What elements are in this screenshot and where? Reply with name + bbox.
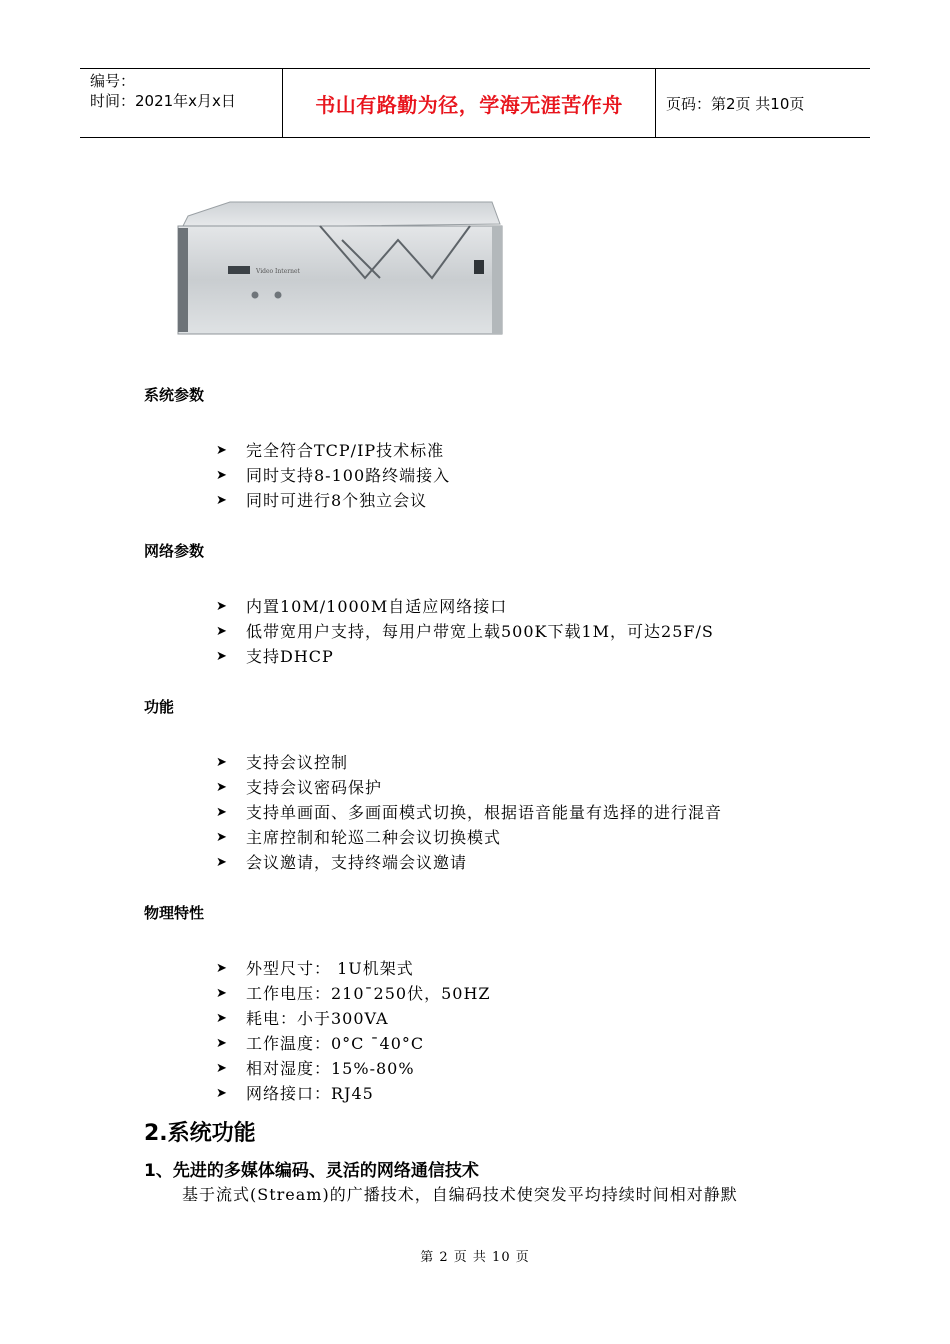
arrow-bullet-icon: ➤	[216, 649, 228, 664]
list-item: ➤ 同时可进行8个独立会议	[216, 488, 450, 513]
header-meta	[80, 69, 282, 137]
page-header	[80, 68, 870, 138]
page-footer: 第 2 页 共 10 页	[420, 1250, 530, 1265]
arrow-bullet-icon: ➤	[216, 755, 228, 770]
arrow-bullet-icon: ➤	[216, 961, 228, 976]
header-page-info: 页码：第2页 共10页	[666, 94, 805, 113]
list-item: ➤ 支持DHCP	[216, 644, 714, 669]
arrow-bullet-icon: ➤	[216, 830, 228, 845]
arrow-bullet-icon: ➤	[216, 1036, 228, 1051]
network-params-list	[216, 594, 714, 669]
list-item: ➤ 工作温度：0°C ¯40°C	[216, 1031, 491, 1056]
list-item: ➤ 主席控制和轮巡二种会议切换模式	[216, 825, 722, 850]
arrow-bullet-icon: ➤	[216, 780, 228, 795]
section-title-network-params: 网络参数	[144, 542, 205, 560]
list-item: ➤ 支持单画面、多画面模式切换，根据语音能量有选择的进行混音	[216, 800, 722, 825]
section-title-functions: 功能	[144, 698, 175, 716]
arrow-bullet-icon: ➤	[216, 805, 228, 820]
subheading-multimedia: 1、先进的多媒体编码、灵活的网络通信技术	[144, 1161, 479, 1181]
device-brand-text: Video Internet	[256, 268, 300, 275]
arrow-bullet-icon: ➤	[216, 1011, 228, 1026]
functions-list	[216, 750, 722, 875]
list-item: ➤ 内置10M/1000M自适应网络接口	[216, 594, 714, 619]
device-photo	[170, 182, 510, 342]
header-motto: 书山有路勤为径，学海无涯苦作舟	[282, 69, 656, 137]
system-params-list	[216, 438, 450, 513]
arrow-bullet-icon: ➤	[216, 624, 228, 639]
list-item: ➤ 工作电压：210¯250伏，50HZ	[216, 981, 491, 1006]
list-item: ➤ 外型尺寸： 1U机架式	[216, 956, 491, 981]
document-time-label: 时间：2021年x月x日	[90, 92, 236, 110]
section-title-physical: 物理特性	[144, 904, 205, 922]
list-item: ➤ 低带宽用户支持，每用户带宽上载500K下载1M，可达25F/S	[216, 619, 714, 644]
document-number-label: 编号：	[90, 72, 136, 90]
physical-list	[216, 956, 491, 1106]
arrow-bullet-icon: ➤	[216, 1061, 228, 1076]
list-item: ➤ 支持会议控制	[216, 750, 722, 775]
list-item: ➤ 完全符合TCP/IP技术标准	[216, 438, 450, 463]
list-item: ➤ 支持会议密码保护	[216, 775, 722, 800]
list-item: ➤ 会议邀请，支持终端会议邀请	[216, 850, 722, 875]
list-item: ➤ 同时支持8-100路终端接入	[216, 463, 450, 488]
arrow-bullet-icon: ➤	[216, 493, 228, 508]
arrow-bullet-icon: ➤	[216, 855, 228, 870]
list-item: ➤ 网络接口：RJ45	[216, 1081, 491, 1106]
list-item: ➤ 相对湿度：15%-80%	[216, 1056, 491, 1081]
arrow-bullet-icon: ➤	[216, 1086, 228, 1101]
heading-system-functions: 2.系统功能	[144, 1121, 256, 1146]
body-paragraph: 基于流式(Stream)的广播技术，自编码技术使突发平均持续时间相对静默	[182, 1185, 738, 1204]
arrow-bullet-icon: ➤	[216, 986, 228, 1001]
arrow-bullet-icon: ➤	[216, 599, 228, 614]
arrow-bullet-icon: ➤	[216, 443, 228, 458]
list-item: ➤ 耗电：小于300VA	[216, 1006, 491, 1031]
arrow-bullet-icon: ➤	[216, 468, 228, 483]
section-title-system-params: 系统参数	[144, 386, 205, 404]
